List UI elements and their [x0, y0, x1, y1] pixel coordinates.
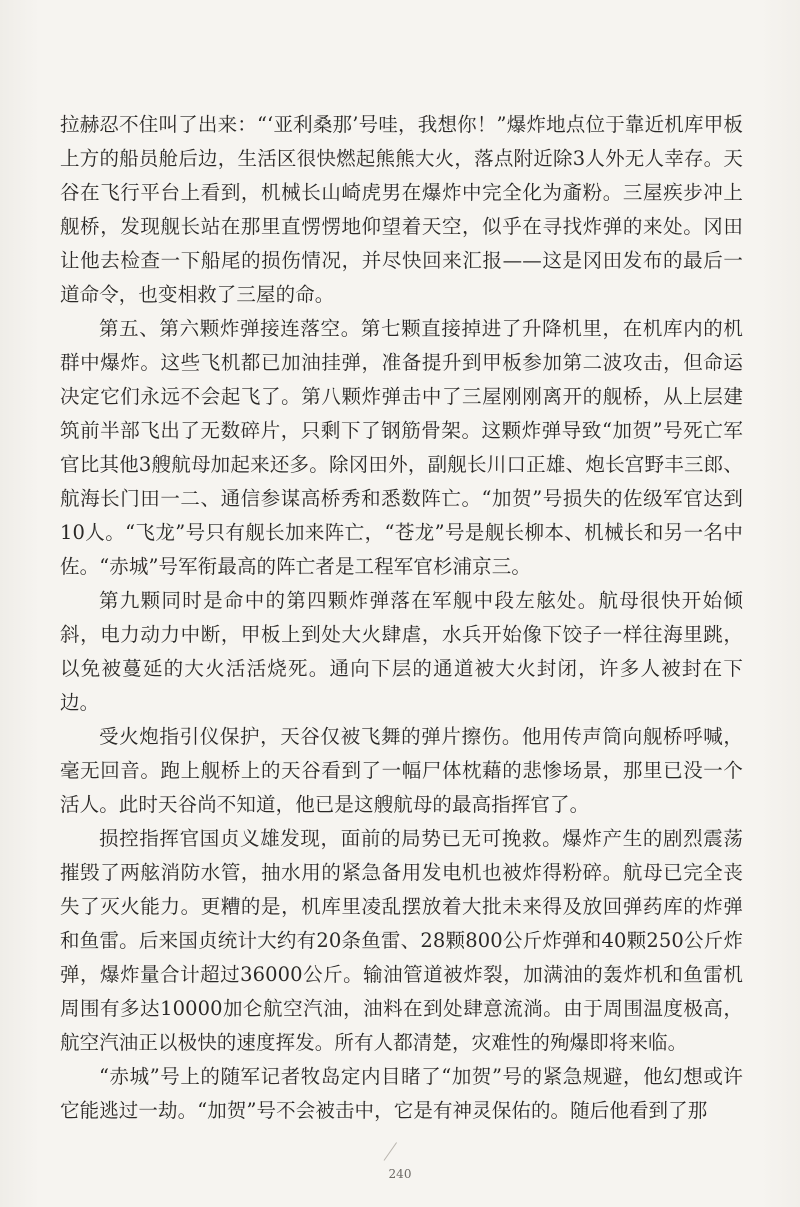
paragraph-1: 拉赫忍不住叫了出来：“‘亚利桑那’号哇，我想你！”爆炸地点位于靠近机库甲板上方的船员舱后边，生活区很快燃起熊熊大火，落点附近除3人外无人幸存。天谷在飞行平台上看到，机械长山崎虎男在爆炸中完全化为齑粉。三屋疾步冲上舰桥，发现舰长站在那里直愣愣地仰望着天空，似乎在寻找炸弹的来处。冈田让他去检查一下船尾的损伤情况，并尽快回来汇报——这是冈田发布的最后一道命令，也变相救了三屋的命。: [60, 113, 743, 306]
paragraph-3: 第九颗同时是命中的第四颗炸弹落在军舰中段左舷处。航母很快开始倾斜，电力动力中断，甲板上到处大火肆虐，水兵开始像下饺子一样往海里跳，以免被蔓延的大火活活烧死。通向下层的通道被大火封闭，许多人被封在下边。: [60, 589, 743, 714]
paragraph-4: 受火炮指引仪保护，天谷仅被飞舞的弹片擦伤。他用传声筒向舰桥呼喊，毫无回音。跑上舰桥上的天谷看到了一幅尸体枕藉的悲惨场景，那里已没一个活人。此时天谷尚不知道，他已是这艘航母的最高指挥官了。: [60, 725, 743, 816]
paragraph-6: “赤城”号上的随军记者牧岛定内目睹了“加贺”号的紧急规避，他幻想或许它能逃过一劫。“加贺”号不会被击中，它是有神灵保佑的。随后他看到了那: [60, 1065, 743, 1122]
page-number-decoration: [384, 1142, 397, 1161]
page-number: 240: [388, 1167, 412, 1181]
paragraph-5: 损控指挥官国贞义雄发现，面前的局势已无可挽救。爆炸产生的剧烈震荡摧毁了两舷消防水管，抽水用的紧急备用发电机也被炸得粉碎。航母已完全丧失了灭火能力。更糟的是，机库里凌乱摆放着大批未来得及放回弹药库的炸弹和鱼雷。后来国贞统计大约有20条鱼雷、28颗800公斤炸弹和40颗250公斤炸弹，爆炸量合计超过36000公斤。输油管道被炸裂，加满油的轰炸机和鱼雷机周围有多达10000加仑航空汽油，油料在到处肆意流淌。由于周围温度极高，航空汽油正以极快的速度挥发。所有人都清楚，灾难性的殉爆即将来临。: [60, 827, 743, 1054]
paragraph-2: 第五、第六颗炸弹接连落空。第七颗直接掉进了升降机里，在机库内的机群中爆炸。这些飞机都已加油挂弹，准备提升到甲板参加第二波攻击，但命运决定它们永远不会起飞了。第八颗炸弹击中了三屋刚刚离开的舰桥，从上层建筑前半部飞出了无数碎片，只剩下了钢筋骨架。这颗炸弹导致“加贺”号死亡军官比其他3艘航母加起来还多。除冈田外，副舰长川口正雄、炮长宫野丰三郎、航海长门田一二、通信参谋高桥秀和悉数阵亡。“加贺”号损失的佐级军官达到10人。“飞龙”号只有舰长加来阵亡，“苍龙”号是舰长柳本、机械长和另一名中佐。“赤城”号军衔最高的阵亡者是工程军官杉浦京三。: [60, 317, 743, 578]
body-text: [60, 108, 743, 1128]
